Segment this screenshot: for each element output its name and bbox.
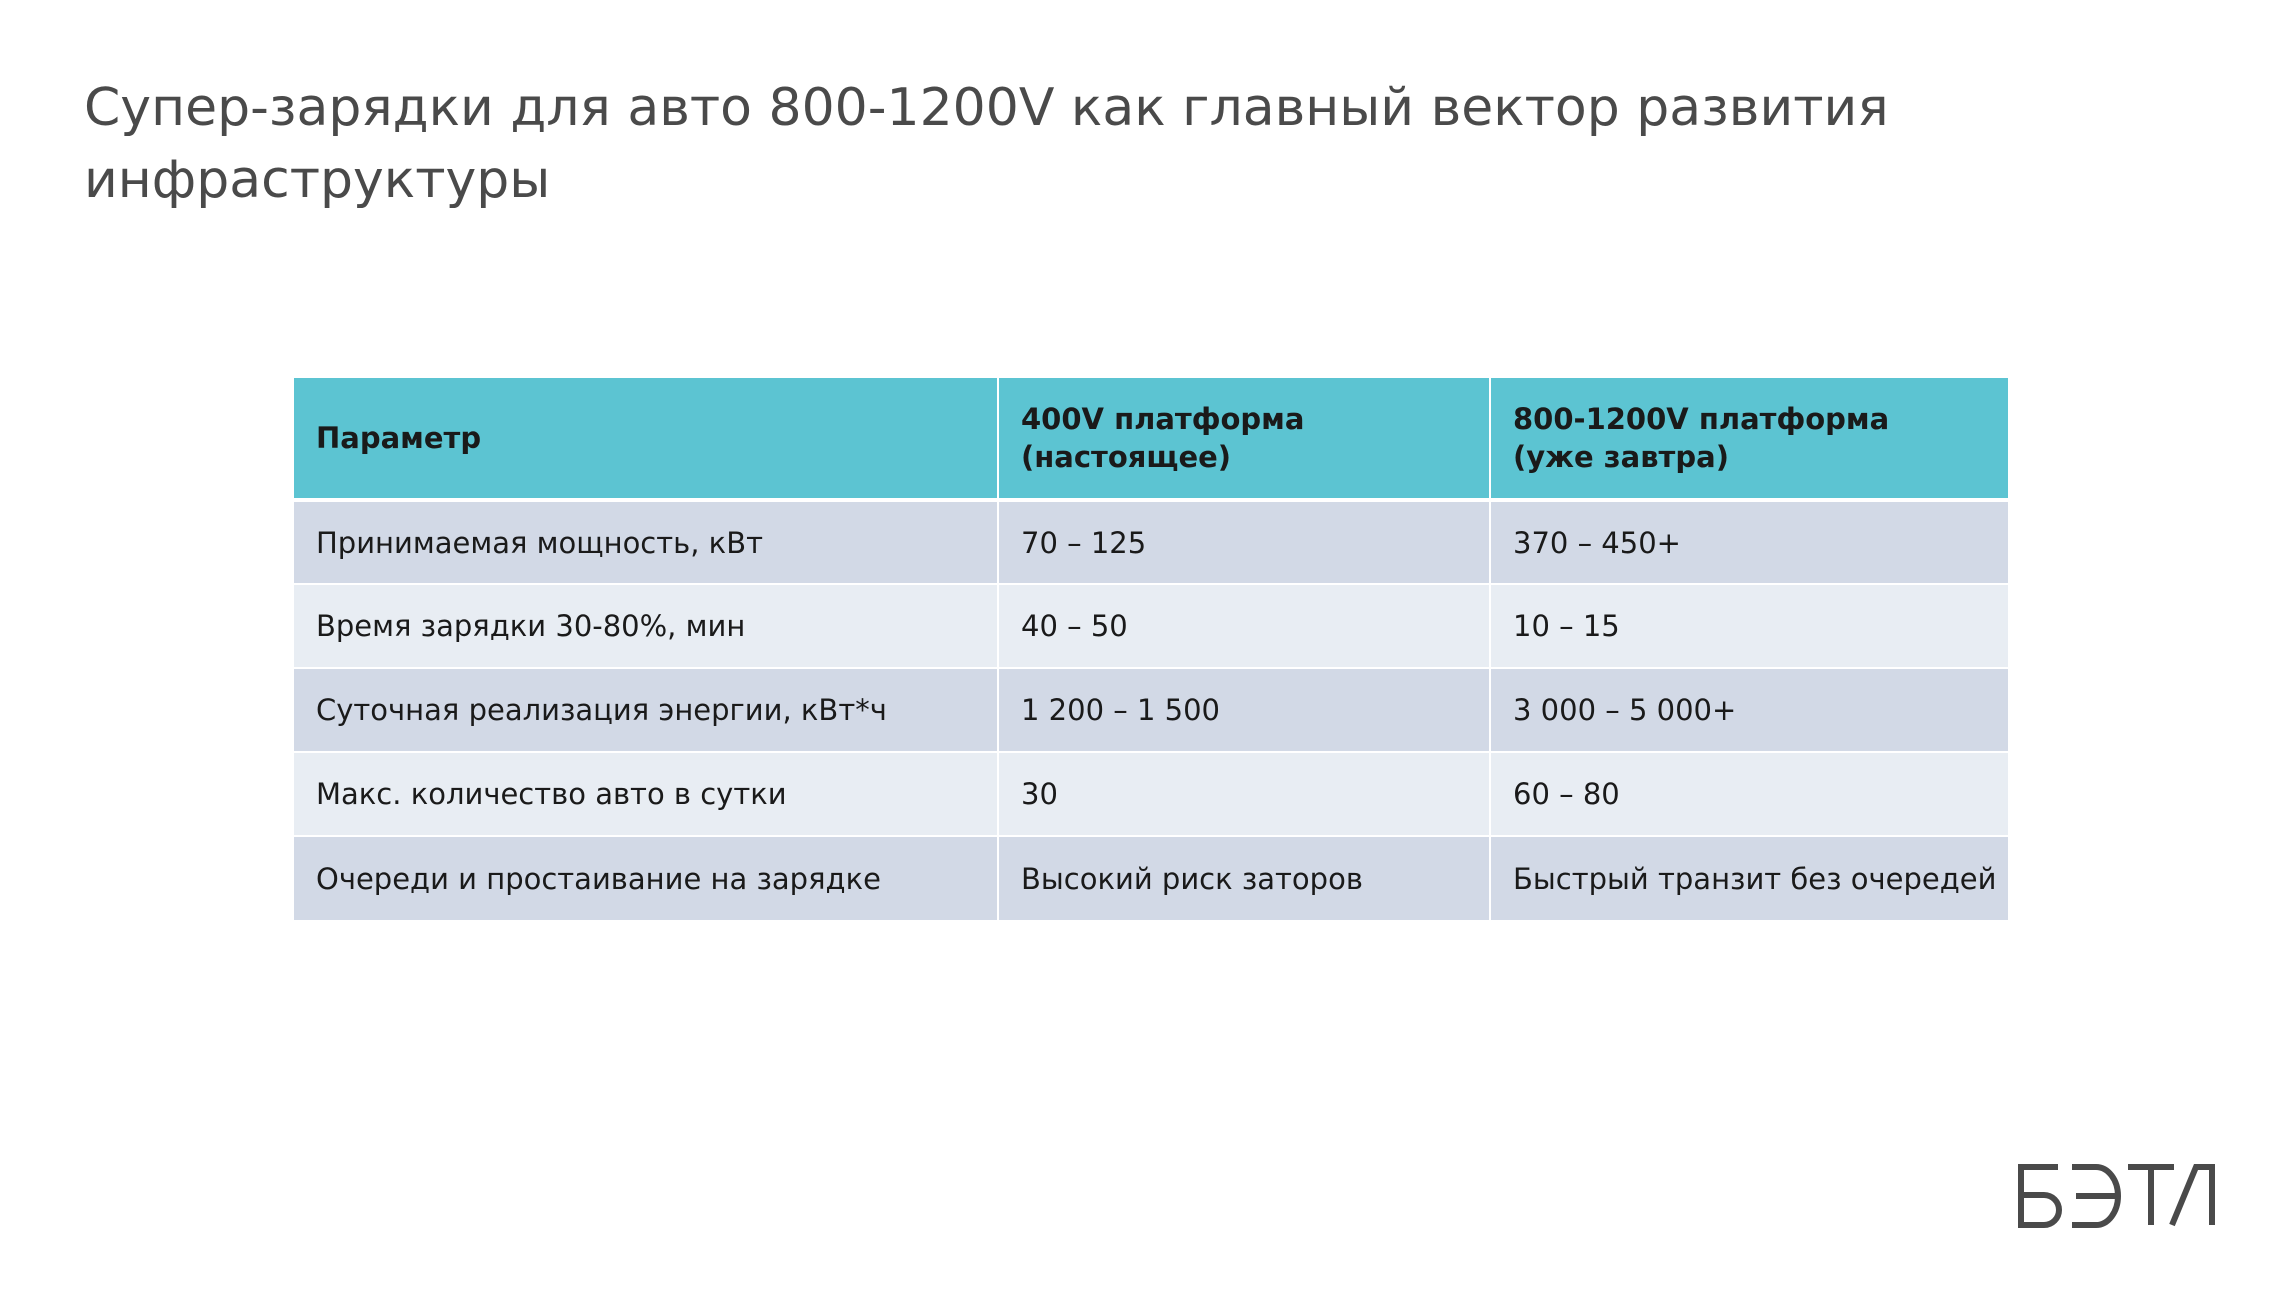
- cell-800-1200v: 3 000 – 5 000+: [1490, 668, 2008, 752]
- header-400v-line1: 400V платформа: [1021, 402, 1305, 436]
- table-row: [294, 752, 2008, 836]
- cell-800-1200v: 10 – 15: [1490, 584, 2008, 668]
- cell-parameter: Макс. количество авто в сутки: [294, 752, 998, 836]
- header-800-1200v: [1490, 378, 2008, 500]
- header-parameter: [294, 378, 998, 500]
- comparison-table: [294, 378, 2008, 920]
- cell-400v: 70 – 125: [998, 500, 1490, 584]
- table-row: [294, 836, 2008, 920]
- header-400v-line2: (настоящее): [1021, 440, 1232, 474]
- cell-400v: 40 – 50: [998, 584, 1490, 668]
- cell-parameter: Принимаемая мощность, кВт: [294, 500, 998, 584]
- beta-logo: [2016, 1162, 2216, 1230]
- header-800-1200v-line1: 800-1200V платформа: [1513, 402, 1890, 436]
- cell-parameter: Время зарядки 30-80%, мин: [294, 584, 998, 668]
- table-row: [294, 584, 2008, 668]
- cell-800-1200v: 370 – 450+: [1490, 500, 2008, 584]
- header-800-1200v-line2: (уже завтра): [1513, 440, 1729, 474]
- cell-parameter: Очереди и простаивание на зарядке: [294, 836, 998, 920]
- cell-parameter: Суточная реализация энергии, кВт*ч: [294, 668, 998, 752]
- table-row: [294, 668, 2008, 752]
- cell-400v: Высокий риск заторов: [998, 836, 1490, 920]
- table-header-row: [294, 378, 2008, 500]
- cell-400v: 1 200 – 1 500: [998, 668, 1490, 752]
- table-row: [294, 500, 2008, 584]
- header-400v: [998, 378, 1490, 500]
- cell-400v: 30: [998, 752, 1490, 836]
- cell-800-1200v: Быстрый транзит без очередей: [1490, 836, 2008, 920]
- cell-800-1200v: 60 – 80: [1490, 752, 2008, 836]
- header-parameter-line1: Параметр: [316, 421, 482, 455]
- comparison-table-container: [294, 378, 2008, 920]
- slide-title: Супер-зарядки для авто 800-1200V как главный вектор развития инфраструктуры: [84, 78, 1889, 210]
